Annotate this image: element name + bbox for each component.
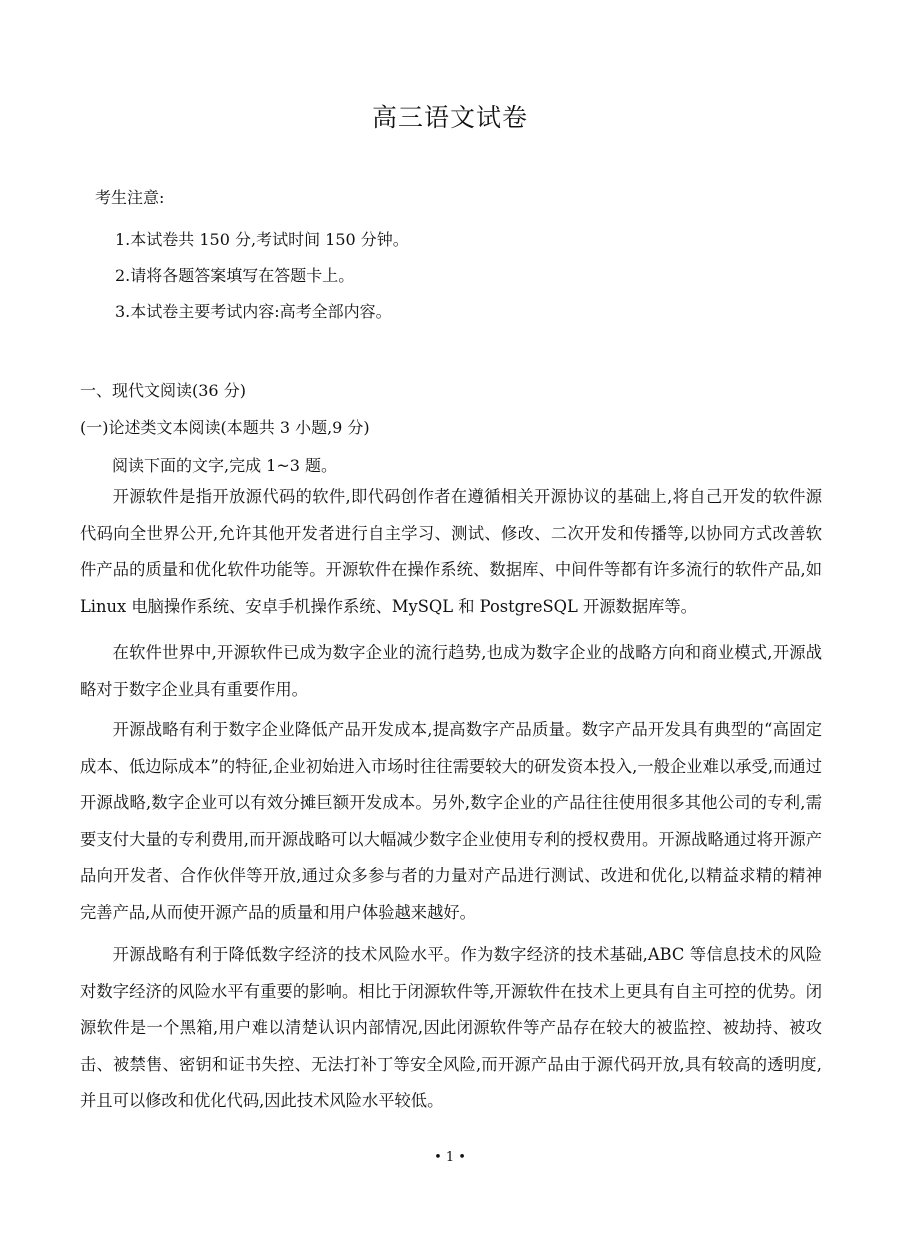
page-number: • 1 • bbox=[434, 1150, 466, 1165]
body-paragraph: 开源软件是指开放源代码的软件,即代码创作者在遵循相关开源协议的基础上,将自己开发的软件源代码向全世界公开,允许其他开发者进行自主学习、测试、修改、二次开发和传播等,以协同方式改善软件产品的质量和优化软件功能等。开源软件在操作系统、数据库、中间件等都有许多流行的软件产品,如 Linux 电脑操作系统、安卓手机操作系统、MySQL 和 PostgreSQL 开源数据库等。 bbox=[80, 487, 822, 616]
body-paragraph: 在软件世界中,开源软件已成为数字企业的流行趋势,也成为数字企业的战略方向和商业模式,开源战略对于数字企业具有重要作用。 bbox=[80, 643, 822, 699]
notice-heading: 考生注意: bbox=[95, 188, 165, 207]
reading-instruction: 阅读下面的文字,完成 1~3 题。 bbox=[112, 456, 338, 475]
section-heading: 一、现代文阅读(36 分) bbox=[80, 381, 246, 400]
page-title: 高三语文试卷 bbox=[371, 103, 528, 132]
sub-section-heading: (一)论述类文本阅读(本题共 3 小题,9 分) bbox=[80, 418, 370, 437]
body-paragraph: 开源战略有利于降低数字经济的技术风险水平。作为数字经济的技术基础,ABC 等信息技术的风险对数字经济的风险水平有重要的影响。相比于闭源软件等,开源软件在技术上更具有自主可控的优势。闭源软件是一个黑箱,用户难以清楚认识内部情况,因此闭源软件等产品存在较大的被监控、被劫持、被攻击、被禁售、密钥和证书失控、无法打补丁等安全风险,而开源产品由于源代码开放,具有较高的透明度,并且可以修改和优化代码,因此技术风险水平较低。 bbox=[80, 945, 822, 1110]
notice-item: 3.本试卷主要考试内容:高考全部内容。 bbox=[115, 302, 392, 321]
notice-item: 2.请将各题答案填写在答题卡上。 bbox=[115, 266, 355, 285]
body-paragraph: 开源战略有利于数字企业降低产品开发成本,提高数字产品质量。数字产品开发具有典型的“高固定成本、低边际成本”的特征,企业初始进入市场时往往需要较大的研发资本投入,一般企业难以承受,而通过开源战略,数字企业可以有效分摊巨额开发成本。另外,数字企业的产品往往使用很多其他公司的专利,需要支付大量的专利费用,而开源战略可以大幅减少数字企业使用专利的授权费用。开源战略通过将开源产品向开发者、合作伙伴等开放,通过众多参与者的力量对产品进行测试、改进和优化,以精益求精的精神完善产品,从而使开源产品的质量和用户体验越来越好。 bbox=[80, 720, 822, 922]
notice-item: 1.本试卷共 150 分,考试时间 150 分钟。 bbox=[115, 230, 409, 249]
